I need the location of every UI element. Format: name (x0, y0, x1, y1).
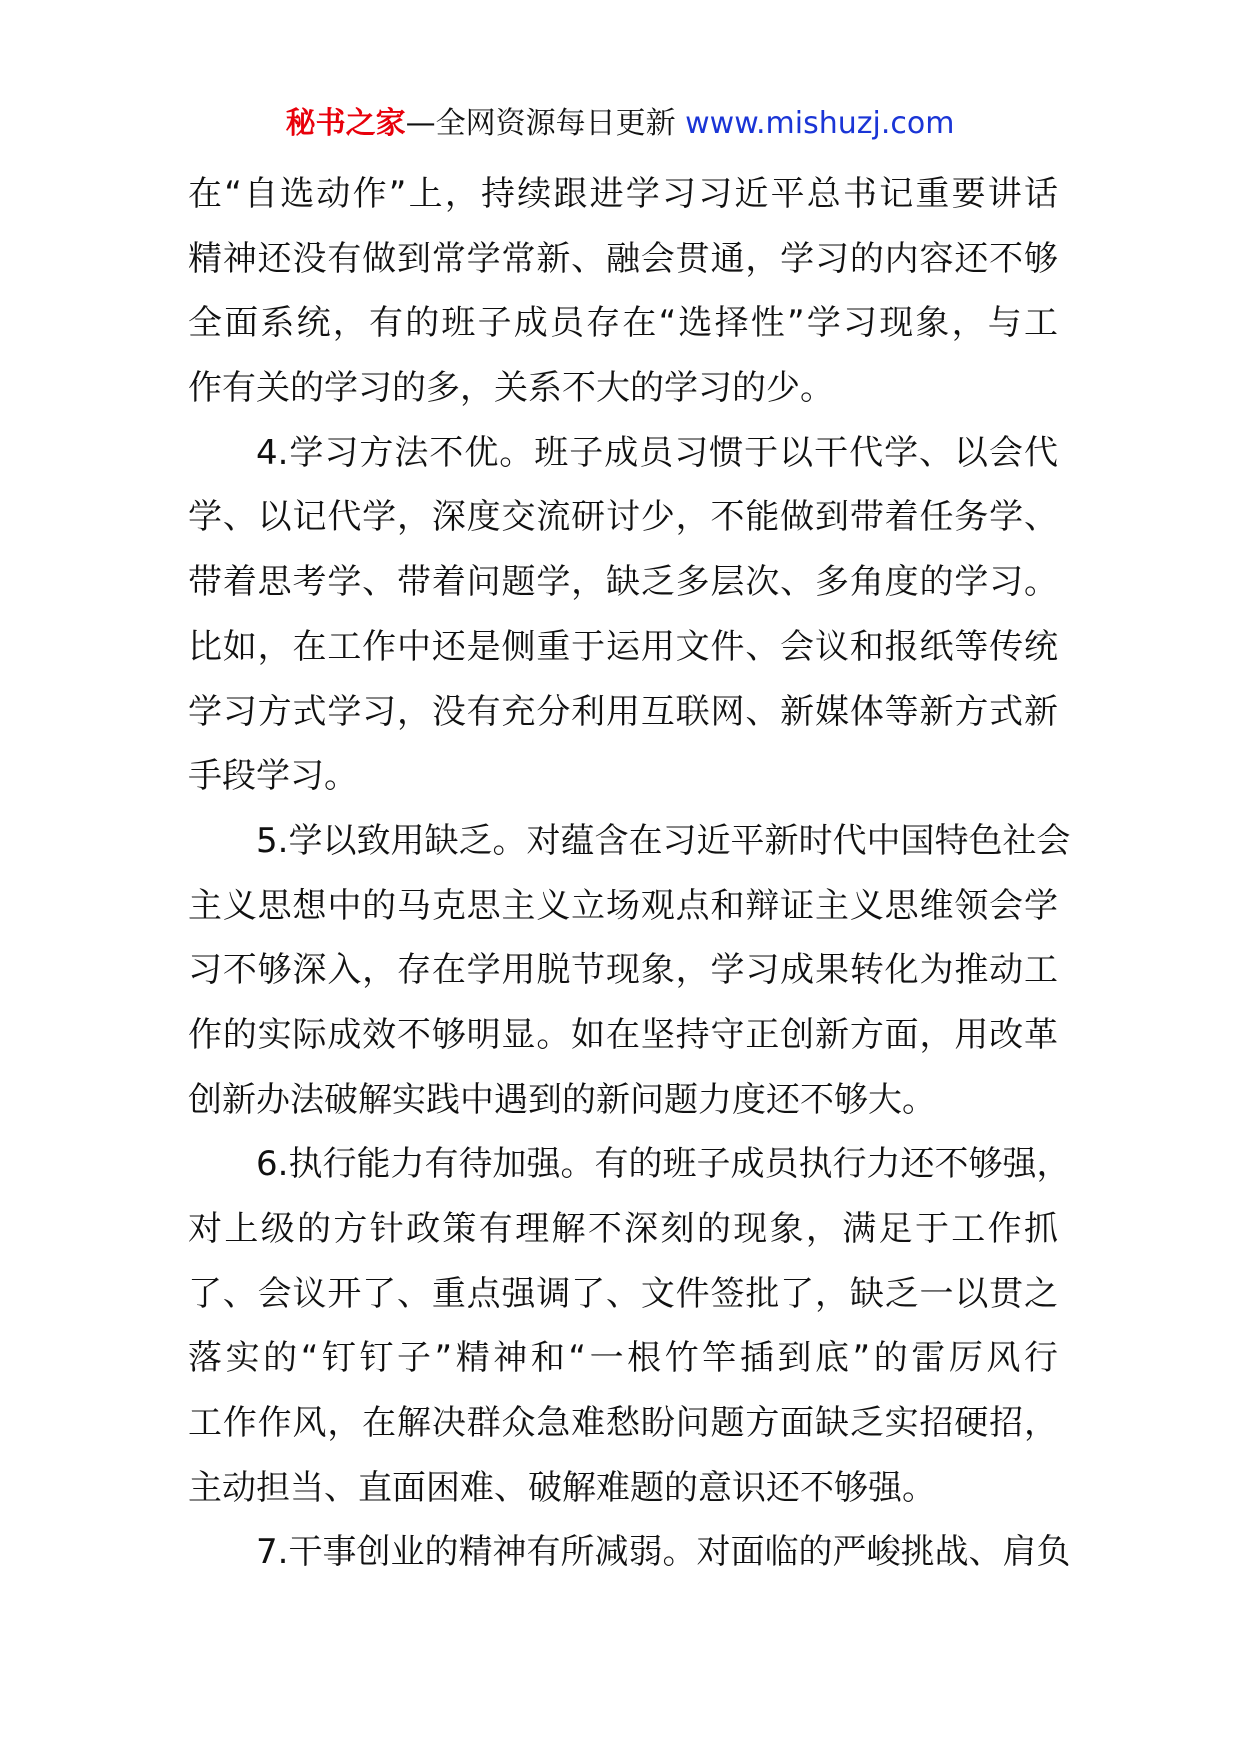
text-line: 手段学习。 (188, 756, 358, 797)
text-line: 在“自选动作”上，持续跟进学习习近平总书记重要讲话 (188, 174, 1058, 214)
text-line: 落实的“钉钉子”精神和“一根竹竿插到底”的雷厉风行 (188, 1338, 1058, 1379)
text-line: 了、会议开了、重点强调了、文件签批了，缺乏一以贯之 (188, 1273, 1058, 1314)
brand-name: 秘书之家 (285, 106, 406, 141)
text-line: 作有关的学习的多，关系不大的学习的少。 (188, 368, 834, 409)
text-line: 5.学以致用缺乏。对蕴含在习近平新时代中国特色社会 (256, 820, 1071, 861)
document-body (188, 162, 1071, 1585)
text-line: 带着思考学、带着问题学，缺乏多层次、多角度的学习。 (188, 562, 1058, 603)
text-line: 学、以记代学，深度交流研讨少，不能做到带着任务学、 (188, 497, 1058, 538)
text-line: 对上级的方针政策有理解不深刻的现象，满足于工作抓 (188, 1209, 1058, 1249)
text-line: 4.学习方法不优。班子成员习惯于以干代学、以会代 (256, 432, 1058, 473)
header-tagline: —全网资源每日更新 (405, 106, 676, 141)
text-line: 工作作风，在解决群众急难愁盼问题方面缺乏实招硬招， (188, 1403, 1058, 1444)
text-line: 主义思想中的马克思主义立场观点和辩证主义思维领会学 (188, 885, 1058, 926)
text-line: 6.执行能力有待加强。有的班子成员执行力还不够强， (256, 1144, 1071, 1185)
site-url[interactable]: www.mishuzj.com (685, 106, 955, 141)
text-line: 作的实际成效不够明显。如在坚持守正创新方面，用改革 (188, 1014, 1058, 1055)
text-line: 7.干事创业的精神有所减弱。对面临的严峻挑战、肩负 (256, 1532, 1071, 1573)
text-line: 创新办法破解实践中遇到的新问题力度还不够大。 (188, 1079, 936, 1120)
text-line: 主动担当、直面困难、破解难题的意识还不够强。 (188, 1467, 936, 1508)
text-line: 全面系统，有的班子成员存在“选择性”学习现象，与工 (188, 303, 1058, 344)
text-line: 比如，在工作中还是侧重于运用文件、会议和报纸等传统 (188, 626, 1058, 667)
text-line: 学习方式学习，没有充分利用互联网、新媒体等新方式新 (188, 691, 1058, 732)
text-line: 精神还没有做到常学常新、融会贯通，学习的内容还不够 (188, 238, 1058, 279)
text-line: 习不够深入，存在学用脱节现象，学习成果转化为推动工 (188, 950, 1058, 991)
page-header (0, 104, 1240, 144)
